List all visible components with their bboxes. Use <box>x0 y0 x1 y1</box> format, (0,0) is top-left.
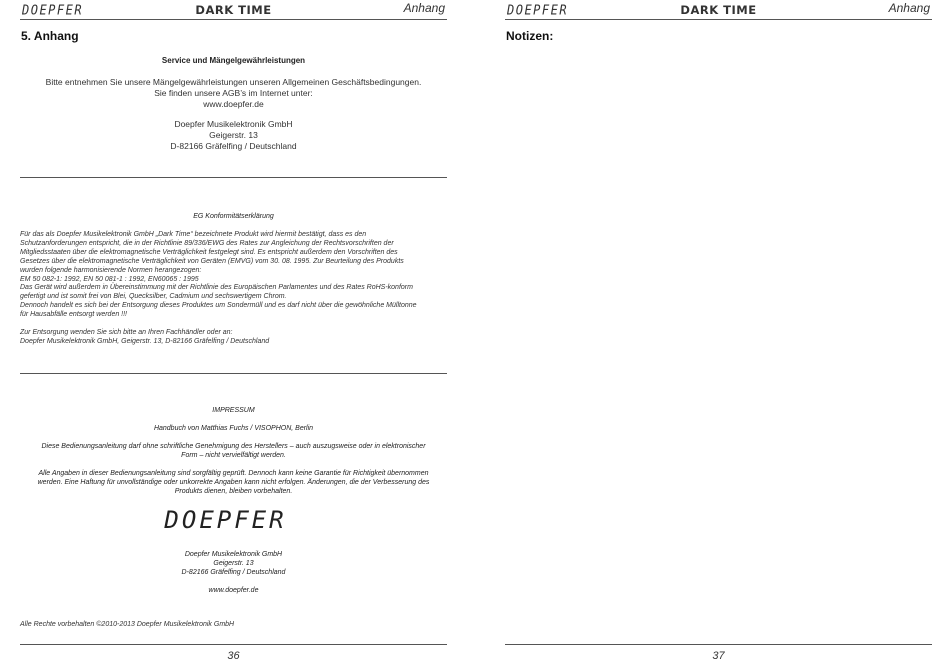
section-label: Anhang <box>403 1 445 15</box>
doepfer-logo: DOEPFER <box>507 2 569 18</box>
disposal-line: Doepfer Musikelektronik GmbH, Geigerstr. 13, D-82166 Gräfelfing / Deutschland <box>20 337 270 345</box>
service-link[interactable]: www.doepfer.de <box>203 99 264 109</box>
left-page <box>20 0 447 667</box>
impressum-paragraph <box>25 469 442 496</box>
impressum-title: IMPRESSUM <box>212 407 255 414</box>
footer-rule <box>505 644 932 645</box>
eg-body <box>20 231 447 347</box>
service-line: Sie finden unsere AGB’s im Internet unter: <box>154 88 313 98</box>
notes-heading: Notizen: <box>506 29 554 43</box>
service-address <box>20 119 447 152</box>
impressum-line: werden. Eine Haftung für unvollständige oder unkorrekte Angaben kann nicht erfolgen. Änderungen, die der Verbesserung des <box>37 479 430 486</box>
address-line: Doepfer Musikelektronik GmbH <box>184 551 283 558</box>
right-page <box>505 0 932 667</box>
address-line: D-82166 Gräfelfing / Deutschland <box>170 141 297 151</box>
disposal-line: Zur Entsorgung wenden Sie sich bitte an Ihren Fachhändler oder an: <box>20 328 233 336</box>
impressum-paragraph <box>25 442 442 460</box>
service-body <box>20 77 447 110</box>
eg-line: Das Gerät wird außerdem in Übereinstimmung mit der Richtlinie des Europäischen Parlamentes und des Rates RoHS-konform <box>20 284 413 292</box>
product-title: DARK TIME <box>195 3 272 17</box>
eg-line: EM 50 082-1: 1992, EN 50 081-1 : 1992, EN60065 : 1995 <box>20 275 199 283</box>
page-header <box>20 2 447 20</box>
doepfer-logo: DOEPFER <box>22 2 84 18</box>
address-line: D-82166 Gräfelfing / Deutschland <box>181 569 286 576</box>
section-label: Anhang <box>888 1 930 15</box>
eg-line: Für das als Doepfer Musikelektronik GmbH „Dark Time“ bezeichnete Produkt wird hiermit bestätigt, dass es den <box>20 231 367 238</box>
impressum-line: Alle Angaben in dieser Bedienungsanleitung sind sorgfältig geprüft. Dennoch kann keine Garantie für Richtigkeit übernommen <box>38 470 429 477</box>
divider <box>20 177 447 178</box>
service-line: Bitte entnehmen Sie unsere Mängelgewährleistungen unseren Allgemeinen Geschäftsbedingungen. <box>45 77 422 87</box>
eg-line: Schutzanforderungen entspricht, die in der Richtlinie 89/336/EWG des Rates zur Angleichung der Rechtsvorschriften der <box>20 239 394 247</box>
product-title: DARK TIME <box>680 3 757 17</box>
eg-line: Gesetzes über die elektromagnetische Verträglichkeit von Geräten (EMVG) vom 30. 08. 1995. Zur Beurteilung des Produkts <box>20 257 404 265</box>
address-line: Geigerstr. 13 <box>209 130 258 140</box>
page-number: 36 <box>227 650 240 662</box>
eg-line: Mitgliedsstaaten über die elektromagnetische Verträglichkeit festgelegt sind. Es entspricht außerdem den Vorschriften des <box>20 248 398 256</box>
impressum-line: Form – nicht vervielfältigt werden. <box>181 452 286 459</box>
footer-rule <box>20 644 447 645</box>
impressum-line: Produkts dienen, bleiben vorbehalten. <box>174 488 293 495</box>
page-number: 37 <box>712 650 725 662</box>
eg-line: für Hausabfälle entsorgt werden !!! <box>20 311 128 319</box>
eg-line: wurden folgende harmonisierende Normen herangezogen: <box>20 266 202 274</box>
impressum-address <box>20 550 447 577</box>
service-title: Service und Mängelgewährleistungen <box>161 56 306 65</box>
copyright: Alle Rechte vorbehalten ©2010-2013 Doepfer Musikelektronik GmbH <box>20 621 235 628</box>
doepfer-logo-large: DOEPFER <box>164 506 287 534</box>
eg-line: gefertigt und ist somit frei von Blei, Quecksilber, Cadmium und sechswertigem Chrom. <box>20 293 287 301</box>
impressum-line: Diese Bedienungsanleitung darf ohne schriftliche Genehmigung des Herstellers – auch auszugsweise oder in elektronischer <box>41 443 426 450</box>
eg-title: EG Konformitätserklärung <box>193 213 274 220</box>
address-line: Geigerstr. 13 <box>213 560 254 567</box>
page-header <box>505 2 932 20</box>
impressum-author: Handbuch von Matthias Fuchs / VISOPHON, Berlin <box>153 425 314 432</box>
impressum-link[interactable]: www.doepfer.de <box>208 587 259 594</box>
page-heading: 5. Anhang <box>21 29 79 43</box>
eg-line: Dennoch handelt es sich bei der Entsorgung dieses Produktes um Sondermüll und es darf nicht über die gewöhnliche Mülltonne <box>20 302 417 310</box>
address-line: Doepfer Musikelektronik GmbH <box>174 119 293 129</box>
divider <box>20 373 447 374</box>
